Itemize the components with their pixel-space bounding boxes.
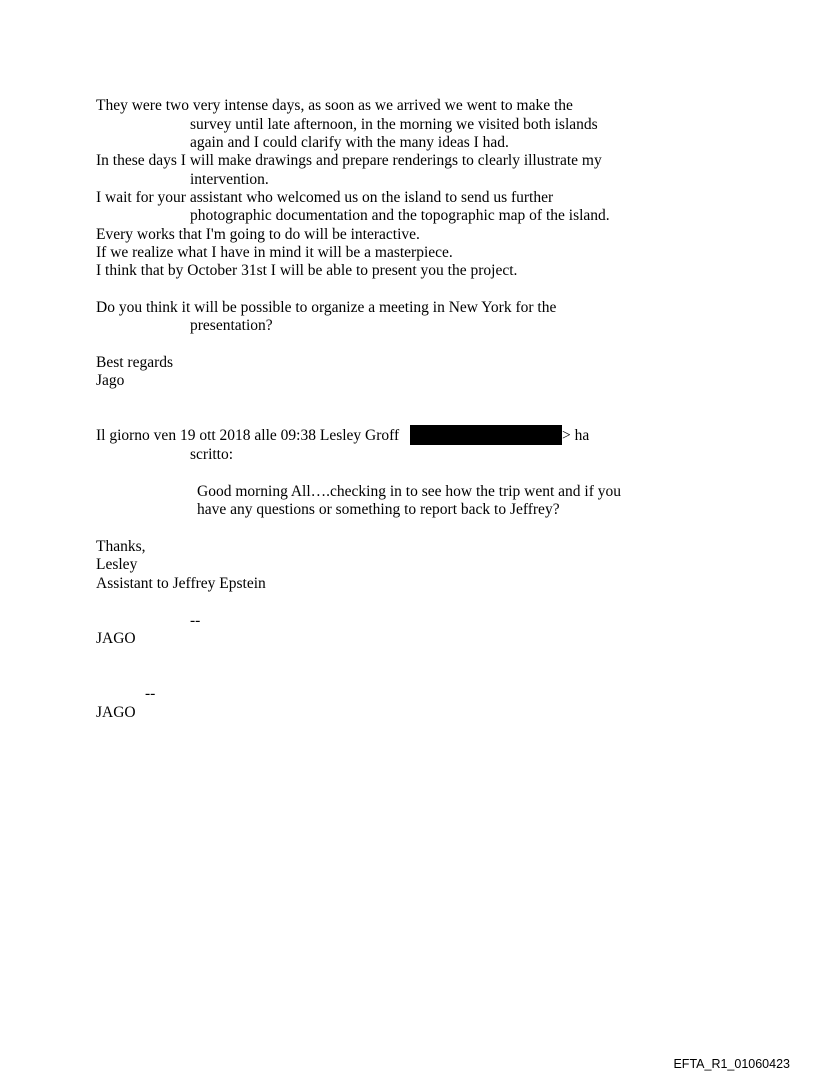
quote-header-prefix: Il giorno ven 19 ott 2018 alle 09:38 Lesley Groff [96,427,400,444]
question-line: presentation? [190,317,273,334]
sig-name: JAGO [96,704,136,721]
document-id: EFTA_R1_01060423 [673,1057,790,1071]
body-line: intervention. [190,171,269,188]
body-line: Every works that I'm going to do will be interactive. [96,226,420,243]
body-line: They were two very intense days, as soon as we arrived we went to make the [96,97,573,114]
quoted-name: Lesley [96,556,138,573]
quote-header-suffix: > ha [562,427,590,444]
quote-header-line2: scritto: [190,446,234,463]
body-line: survey until late afternoon, in the morning we visited both islands [190,116,598,133]
quoted-title: Assistant to Jeffrey Epstein [96,575,266,592]
body-line: I wait for your assistant who welcomed us on the island to send us further [96,189,554,206]
body-line: photographic documentation and the topographic map of the island. [190,207,610,224]
body-line: again and I could clarify with the many ideas I had. [190,134,509,151]
closing: Best regards [96,354,174,371]
body-line: In these days I will make drawings and prepare renderings to clearly illustrate my [96,152,602,169]
quoted-thanks: Thanks, [96,538,146,555]
quoted-message-line: Good morning All….checking in to see how the trip went and if you [197,483,622,500]
sig-name: JAGO [96,630,136,647]
redaction-box [410,425,562,445]
signature: Jago [96,372,125,389]
sig-separator: -- [145,685,156,702]
question-line: Do you think it will be possible to organize a meeting in New York for the [96,299,557,316]
sig-separator: -- [190,612,201,629]
body-line: If we realize what I have in mind it will be a masterpiece. [96,244,453,261]
quoted-message-line: have any questions or something to report back to Jeffrey? [197,501,560,518]
body-line: I think that by October 31st I will be able to present you the project. [96,262,518,279]
